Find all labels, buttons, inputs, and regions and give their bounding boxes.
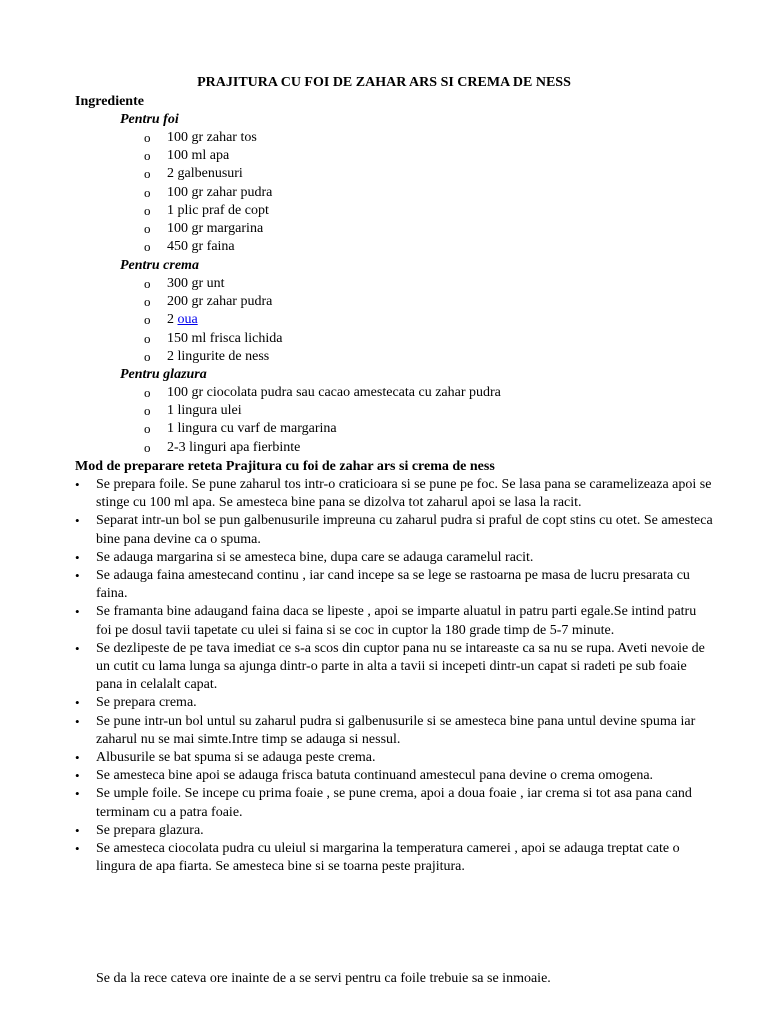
step-item [75, 512, 715, 548]
list-item [144, 147, 272, 165]
step-text: Se adauga margarina si se amesteca bine, dupa care se adauga caramelul racit. [96, 549, 534, 565]
step-item [75, 749, 715, 767]
list-marker: o [144, 348, 151, 364]
ingredient: 100 gr margarina [167, 220, 264, 236]
list-marker: o [144, 276, 151, 291]
ingredient: 1 plic praf de copt [167, 202, 269, 218]
ingredient: 450 gr faina [167, 239, 235, 255]
ingredient: 150 ml frisca lichida [167, 330, 283, 346]
list-item [144, 202, 272, 220]
list-marker: o [144, 184, 151, 200]
step-item [75, 767, 715, 785]
recipe-title: PRAJITURA CU FOI DE ZAHAR ARS SI CREMA DE NESS [197, 75, 571, 90]
list-marker: o [144, 403, 151, 419]
list-marker: o [144, 421, 151, 437]
step-item [75, 822, 715, 840]
step-item [75, 694, 715, 712]
step-text: Se framanta bine adaugand faina daca se lipeste , apoi se imparte aluatul in patru parti egale.Se intind patru foi pe dosul tavii tapetate cu ulei si faina si se coc in cuptor la 180 grade timp de 5-7 minute. [96, 604, 697, 638]
bullet: • [75, 477, 80, 492]
list-marker: o [144, 130, 151, 145]
list-item [144, 420, 501, 438]
list-item [144, 439, 501, 457]
list-item [144, 402, 501, 420]
ingredient: 100 gr ciocolata pudra sau cacao amestecata cu zahar pudra [167, 385, 501, 400]
bullet: • [75, 640, 80, 656]
closing-note: Se da la rece cateva ore inainte de a se servi pentru ca foile trebuie sa se inmoaie. [96, 971, 551, 986]
list-item [144, 275, 282, 293]
bullet: • [75, 786, 80, 802]
list-marker: o [144, 239, 151, 255]
step-text: Albusurile se bat spuma si se adauga peste crema. [96, 750, 376, 766]
ingredient: 2-3 linguri apa fierbinte [167, 439, 301, 455]
ingredient-list-crema [144, 275, 282, 366]
ingredients-heading: Ingrediente [75, 94, 144, 109]
bullet: • [75, 768, 80, 784]
step-text: Se prepara glazura. [96, 822, 204, 838]
step-text: Se pune intr-un bol untul su zaharul pudra si galbenusurile si se amesteca bine pana untul devine spuma iar zaharul nu se mai simte.Intre timp se adauga si nessul. [96, 713, 696, 747]
bullet: • [75, 513, 80, 529]
step-text: Se umple foile. Se incepe cu prima foaie , se pune crema, apoi a doua foaie , iar crema si tot asa pana cand terminam cu a patra foaie. [96, 786, 692, 820]
method-steps [75, 476, 715, 876]
list-item [144, 184, 272, 202]
ingredient: 2 lingurite de ness [167, 348, 270, 364]
list-item [144, 293, 282, 311]
ingredient: 1 lingura cu varf de margarina [167, 421, 337, 437]
step-text: Se prepara crema. [96, 695, 197, 711]
step-text: Se adauga faina amestecand continu , iar cand incepe sa se lege se rastoarna pe masa de lucru presarata cu faina. [96, 568, 690, 602]
bullet: • [75, 822, 80, 838]
bullet: • [75, 568, 80, 584]
list-marker: o [144, 166, 151, 182]
ingredient: 1 lingura ulei [167, 403, 242, 419]
list-item [144, 330, 282, 348]
step-item [75, 640, 715, 695]
list-item [144, 238, 272, 256]
list-marker: o [144, 439, 151, 455]
list-marker: o [144, 385, 151, 400]
ingredient: 100 gr zahar tos [167, 130, 257, 145]
list-marker: o [144, 294, 151, 310]
list-marker: o [144, 312, 151, 328]
step-text: Se amesteca ciocolata pudra cu uleiul si margarina la temperatura camerei , apoi se adauga treptat cate o lingura de apa fiarta. Se amesteca bine si se toarna peste prajitura. [96, 841, 680, 875]
step-text: Se dezlipeste de pe tava imediat ce s-a scos din cuptor pana nu se intareaste ca sa nu se rupa. Aveti nevoie de un cutit cu lama lunga sa ajunga dintr-o parte in alta a tavii si incepeti dintr-un capat si radeti pe sub foaie pana in celalalt capat. [96, 640, 705, 693]
ingredient: 2 [167, 312, 178, 328]
list-item [144, 129, 272, 147]
bullet: • [75, 841, 80, 857]
bullet: • [75, 604, 80, 620]
list-marker: o [144, 330, 151, 346]
method-heading: Mod de preparare reteta Prajitura cu foi de zahar ars si crema de ness [75, 459, 495, 474]
step-text: Separat intr-un bol se pun galbenusurile impreuna cu zaharul pudra si praful de copt stins cu otet. Se amesteca bine pana devine ca o spuma. [96, 513, 713, 547]
ingredient-list-foi [144, 129, 272, 256]
bullet: • [75, 549, 80, 565]
step-item [75, 603, 715, 639]
step-item [75, 713, 715, 749]
list-item [144, 165, 272, 183]
list-item [144, 311, 282, 329]
step-item [75, 840, 715, 876]
step-item [75, 549, 715, 567]
section-heading-foi: Pentru foi [120, 112, 179, 127]
section-heading-glazura: Pentru glazura [120, 367, 207, 382]
bullet: • [75, 750, 80, 766]
bullet: • [75, 713, 80, 729]
section-heading-crema: Pentru crema [120, 258, 199, 273]
ingredient: 200 gr zahar pudra [167, 294, 273, 310]
list-marker: o [144, 202, 151, 218]
step-item [75, 476, 715, 512]
step-text: Se prepara foile. Se pune zaharul tos intr-o craticioara si se pune pe foc. Se lasa pana se caramelizeaza apoi se stinge cu 100 ml apa. Se amesteca bine pana se dizolva tot zaharul apoi se lasa la racit. [96, 477, 712, 511]
ingredient: 100 gr zahar pudra [167, 184, 273, 200]
list-marker: o [144, 220, 151, 236]
step-text: Se amesteca bine apoi se adauga frisca batuta continuand amestecul pana devine o crema omogena. [96, 768, 654, 784]
list-item [144, 384, 501, 402]
list-item [144, 220, 272, 238]
bullet: • [75, 695, 80, 711]
ingredient: 2 galbenusuri [167, 166, 243, 182]
ingredient: 100 ml apa [167, 148, 230, 164]
ingredient: 300 gr unt [167, 276, 225, 291]
step-item [75, 785, 715, 821]
list-marker: o [144, 148, 151, 164]
step-item [75, 567, 715, 603]
ingredient-list-glazura [144, 384, 501, 457]
oua-link[interactable]: oua [177, 312, 198, 328]
list-item [144, 348, 282, 366]
